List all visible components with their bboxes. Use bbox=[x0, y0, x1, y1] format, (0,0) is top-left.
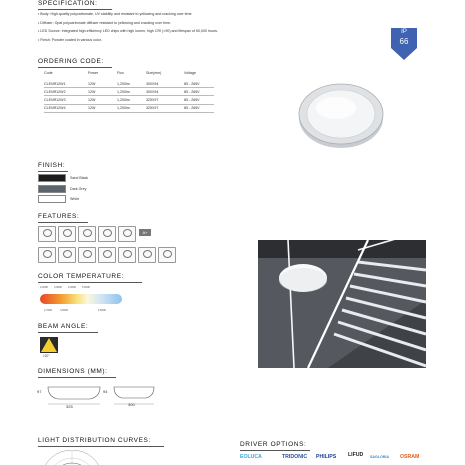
finish-label: White bbox=[70, 197, 80, 202]
cell-flux: 1,200lm bbox=[117, 104, 146, 112]
ordering-table bbox=[44, 71, 214, 113]
ct-top-label: 5,000K bbox=[82, 286, 91, 289]
feature-beam-icon bbox=[58, 247, 76, 263]
table-row bbox=[44, 88, 214, 96]
light-distribution-rule bbox=[38, 446, 164, 447]
spec-line-finish: • Finish: Powder coated in various color. bbox=[38, 37, 102, 42]
swatch-white bbox=[38, 195, 66, 203]
finish-list bbox=[38, 173, 88, 205]
col-voltage: Voltage bbox=[184, 71, 196, 75]
ct-bottom-label: 2,700K bbox=[44, 309, 53, 312]
brand-eoluca-logo: EOLUCA bbox=[240, 454, 262, 460]
feature-ip-icon bbox=[38, 226, 56, 242]
feature-dimmable-icon bbox=[118, 226, 136, 242]
dimension-right-width: 300 bbox=[128, 402, 135, 407]
finish-item-dark-grey bbox=[38, 184, 88, 195]
ct-bottom-label: 6,500K bbox=[98, 309, 107, 312]
beam-angle-rule bbox=[38, 332, 98, 333]
cell-power: 12W bbox=[88, 88, 117, 96]
dimension-drawing-left bbox=[44, 383, 104, 407]
cell-flux: 1,200lm bbox=[117, 80, 146, 88]
features-grid bbox=[38, 226, 178, 266]
feature-lumen-icon bbox=[78, 247, 96, 263]
feature-power-icon bbox=[98, 247, 116, 263]
polar-curve-icon bbox=[40, 450, 104, 465]
cell-voltage: 85 - 265V bbox=[184, 88, 214, 96]
brand-lifud-logo: LIFUD bbox=[348, 452, 364, 458]
energy-class-label: A+ bbox=[139, 229, 151, 236]
ceiling-photo-icon bbox=[258, 240, 426, 368]
finish-item-sand-black bbox=[38, 173, 88, 184]
feature-cct-icon bbox=[118, 247, 136, 263]
ordering-header-row bbox=[44, 71, 214, 80]
feature-led-chip-icon bbox=[78, 226, 96, 242]
cell-size: 325X97 bbox=[146, 96, 184, 104]
finish-title: FINISH: bbox=[38, 162, 66, 169]
col-size: Size(mm) bbox=[146, 71, 162, 75]
light-distribution-title: LIGHT DISTRIBUTION CURVES: bbox=[38, 437, 151, 444]
brand-philips-logo: PHILIPS bbox=[316, 454, 337, 460]
feature-energy-class-icon bbox=[138, 226, 154, 240]
beam-angle-value: 120° bbox=[43, 354, 50, 358]
cell-power: 12W bbox=[88, 104, 117, 112]
cell-code: CLENR12W1 bbox=[44, 80, 88, 88]
cell-size: 300X94 bbox=[146, 88, 184, 96]
driver-options-title: DRIVER OPTIONS: bbox=[240, 441, 307, 448]
features-rule bbox=[38, 222, 88, 223]
ct-top-label: 3,000K bbox=[54, 286, 63, 289]
installation-photo bbox=[258, 240, 426, 368]
swatch-sand-black bbox=[38, 174, 66, 182]
ordering-title: ORDERING CODE: bbox=[38, 58, 104, 65]
col-flux: Flux bbox=[117, 71, 124, 75]
finish-rule bbox=[38, 171, 68, 172]
spec-line-body: • Body: High-quality polycarbonate, UV stability and resistant to yellowing and cracking over time. bbox=[38, 12, 193, 16]
cell-size: 325X97 bbox=[146, 104, 184, 112]
ip66-badge bbox=[389, 26, 419, 62]
beam-angle-graphic bbox=[40, 337, 58, 353]
swatch-dark-grey bbox=[38, 185, 66, 193]
cell-power: 12W bbox=[88, 96, 117, 104]
color-temperature-gradient-bar bbox=[40, 294, 122, 304]
cell-voltage: 85 - 265V bbox=[184, 80, 214, 88]
cell-flux: 1,200lm bbox=[117, 88, 146, 96]
col-code: Code bbox=[44, 71, 53, 75]
beam-cone-icon bbox=[40, 337, 58, 353]
dimension-left-height: 97 bbox=[37, 389, 42, 394]
features-title: FEATURES: bbox=[38, 213, 80, 220]
brand-tridonic-logo: TRIDONIC bbox=[282, 454, 308, 460]
cell-voltage: 85 - 265V bbox=[184, 96, 214, 104]
side-profile-icon bbox=[44, 383, 104, 407]
table-row bbox=[44, 96, 214, 104]
col-power: Power bbox=[88, 71, 99, 75]
finish-label: Sand Black bbox=[70, 176, 89, 181]
cell-size: 300X94 bbox=[146, 80, 184, 88]
finish-label: Dark Grey bbox=[70, 186, 87, 191]
brand-osram-logo: OSRAM bbox=[400, 454, 420, 460]
dimension-right-height: 94 bbox=[103, 389, 108, 394]
color-temperature-title: COLOR TEMPERATURE: bbox=[38, 273, 125, 280]
cell-flux: 1,200lm bbox=[117, 96, 146, 104]
ip-label: IP bbox=[401, 29, 407, 35]
spec-line-diffuser: • Diffuser: Opal polycarbonate diffuser resistant to yellowing and cracking over time. bbox=[38, 20, 171, 25]
light-distribution-graph bbox=[40, 450, 104, 465]
dimensions-rule bbox=[38, 377, 116, 378]
feature-warranty-icon bbox=[158, 247, 176, 263]
cell-code: CLENR12W4 bbox=[44, 104, 88, 112]
ct-bottom-label: 3,500K bbox=[60, 309, 69, 312]
table-row bbox=[44, 80, 214, 88]
ct-top-label: 2,200K bbox=[40, 286, 49, 289]
table-row bbox=[44, 104, 214, 112]
feature-lifespan-icon bbox=[38, 247, 56, 263]
driver-options-rule bbox=[240, 450, 310, 451]
beam-angle-title: BEAM ANGLE: bbox=[38, 323, 89, 330]
ct-top-label: 4,000K bbox=[68, 286, 77, 289]
finish-item-white bbox=[38, 194, 88, 205]
specification-list bbox=[38, 10, 218, 44]
cell-code: CLENR12W3 bbox=[44, 96, 88, 104]
ordering-rule bbox=[38, 67, 112, 68]
cell-power: 12W bbox=[88, 80, 117, 88]
ip-rating: 66 bbox=[399, 37, 409, 46]
brand-sagloria-logo: SAGLORIA bbox=[370, 455, 389, 459]
spec-line-led-source: • LED Source: Integrated high-efficiency LED chips with high lumen, high CRI (>90) and lifespan of 50,000 hours. bbox=[38, 29, 218, 34]
product-image bbox=[296, 76, 386, 152]
ceiling-light-icon bbox=[296, 76, 386, 152]
feature-temperature-icon bbox=[138, 247, 156, 263]
dimension-left-width: 325 bbox=[66, 404, 73, 409]
specification-title: SPECIFICATION: bbox=[38, 0, 98, 7]
cell-voltage: 85 - 265V bbox=[184, 104, 214, 112]
color-temperature-rule bbox=[38, 282, 142, 283]
dimensions-title: DIMENSIONS (MM): bbox=[38, 368, 108, 375]
cell-code: CLENR12W2 bbox=[44, 88, 88, 96]
feature-driver-icon bbox=[98, 226, 116, 242]
feature-cri-icon bbox=[58, 226, 76, 242]
